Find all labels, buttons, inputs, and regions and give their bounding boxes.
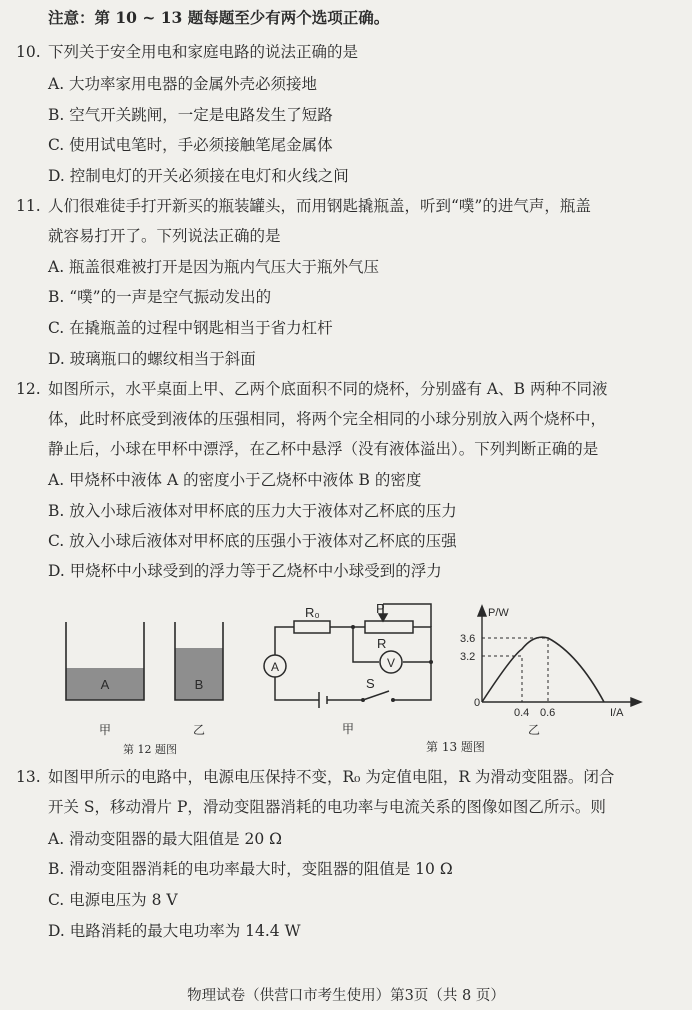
liquid-b-label: B xyxy=(194,677,204,692)
origin-label: 0 xyxy=(474,697,481,709)
question-stem: 人们很难徒手打开新买的瓶装罐头，而用钢匙撬瓶盖，听到“噗”的进气声，瓶盖 xyxy=(48,197,591,215)
question-number: 11. xyxy=(16,197,41,215)
question-number: 10. xyxy=(16,43,41,61)
y-tick-3-6: 3.6 xyxy=(460,633,476,645)
option-a: A. 甲烧杯中液体 A 的密度小于乙烧杯中液体 B 的密度 xyxy=(48,471,422,489)
option-a: A. 滑动变阻器的最大阻值是 20 Ω xyxy=(48,830,282,848)
x-tick-0-4: 0.4 xyxy=(514,707,530,719)
option-d: D. 玻璃瓶口的螺纹相当于斜面 xyxy=(48,350,256,368)
x-tick-0-6: 0.6 xyxy=(540,707,556,719)
figure-13-circuit xyxy=(255,600,445,745)
option-c: C. 使用试电笔时，手必须接触笔尾金属体 xyxy=(48,136,333,154)
question-stem: 如图所示，水平桌面上甲、乙两个底面积不同的烧杯，分别盛有 A、B 两种不同液 xyxy=(48,380,608,398)
option-c: C. 电源电压为 8 V xyxy=(48,891,178,909)
graph-yi-label: 乙 xyxy=(527,723,541,737)
p-label: P xyxy=(376,601,385,616)
question-number: 12. xyxy=(16,380,41,398)
switch-label: S xyxy=(366,676,375,691)
r-label: R xyxy=(377,636,387,651)
question-stem: 就容易打开了。下列说法正确的是 xyxy=(48,227,281,245)
option-a: A. 瓶盖很难被打开是因为瓶内气压大于瓶外气压 xyxy=(48,258,380,276)
liquid-a-label: A xyxy=(100,677,110,692)
y-tick-3-2: 3.2 xyxy=(460,651,476,663)
question-stem: 静止后，小球在甲杯中漂浮，在乙杯中悬浮（没有液体溢出）。下列判断正确的是 xyxy=(48,440,599,458)
beaker-yi-label: 乙 xyxy=(192,723,206,737)
voltmeter-label: V xyxy=(386,656,396,670)
question-stem: 开关 S，移动滑片 P，滑动变阻器消耗的电功率与电流关系的图像如图乙所示。则 xyxy=(48,798,606,816)
option-d: D. 甲烧杯中小球受到的浮力等于乙烧杯中小球受到的浮力 xyxy=(48,562,442,580)
figure-13-graph xyxy=(452,602,647,747)
option-b: B. 滑动变阻器消耗的电功率最大时，变阻器的阻值是 10 Ω xyxy=(48,860,453,878)
ammeter-label: A xyxy=(270,660,280,674)
option-b: B. “噗”的一声是空气振动发出的 xyxy=(48,288,272,306)
figure-12-caption: 第 12 题图 xyxy=(123,743,177,756)
question-stem: 下列关于安全用电和家庭电路的说法正确的是 xyxy=(48,43,359,61)
figure-12-beakers xyxy=(50,610,240,760)
option-c: C. 在撬瓶盖的过程中钢匙相当于省力杠杆 xyxy=(48,319,333,337)
option-d: D. 控制电灯的开关必须接在电灯和火线之间 xyxy=(48,167,349,185)
y-axis-label: P/W xyxy=(488,607,509,619)
option-b: B. 放入小球后液体对甲杯底的压力大于液体对乙杯底的压力 xyxy=(48,502,457,520)
note-line: 注意：第 10 ~ 13 题每题至少有两个选项正确。 xyxy=(48,8,390,27)
option-c: C. 放入小球后液体对甲杯底的压强小于液体对乙杯底的压强 xyxy=(48,532,457,550)
option-d: D. 电路消耗的最大电功率为 14.4 W xyxy=(48,922,301,940)
r0-resistor xyxy=(294,621,330,633)
liquid-b xyxy=(175,648,223,700)
r0-label: R₀ xyxy=(305,605,320,620)
question-stem: 如图甲所示的电路中，电源电压保持不变，R₀ 为定值电阻，R 为滑动变阻器。闭合 xyxy=(48,768,615,786)
option-a: A. 大功率家用电器的金属外壳必须接地 xyxy=(48,75,318,93)
beaker-jia-label: 甲 xyxy=(98,723,112,737)
power-curve xyxy=(482,637,604,702)
option-b: B. 空气开关跳闸，一定是电路发生了短路 xyxy=(48,106,333,124)
switch xyxy=(363,691,389,700)
question-stem: 体，此时杯底受到液体的压强相同，将两个完全相同的小球分别放入两个烧杯中， xyxy=(48,410,607,428)
x-axis-label: I/A xyxy=(610,707,624,719)
question-number: 13. xyxy=(16,768,41,786)
circuit-jia-label: 甲 xyxy=(341,722,355,736)
figure-13-caption: 第 13 题图 xyxy=(426,740,485,754)
page-footer: 物理试卷（供营口市考生使用）第3页（共 8 页） xyxy=(187,988,505,1004)
rheostat xyxy=(365,621,413,633)
